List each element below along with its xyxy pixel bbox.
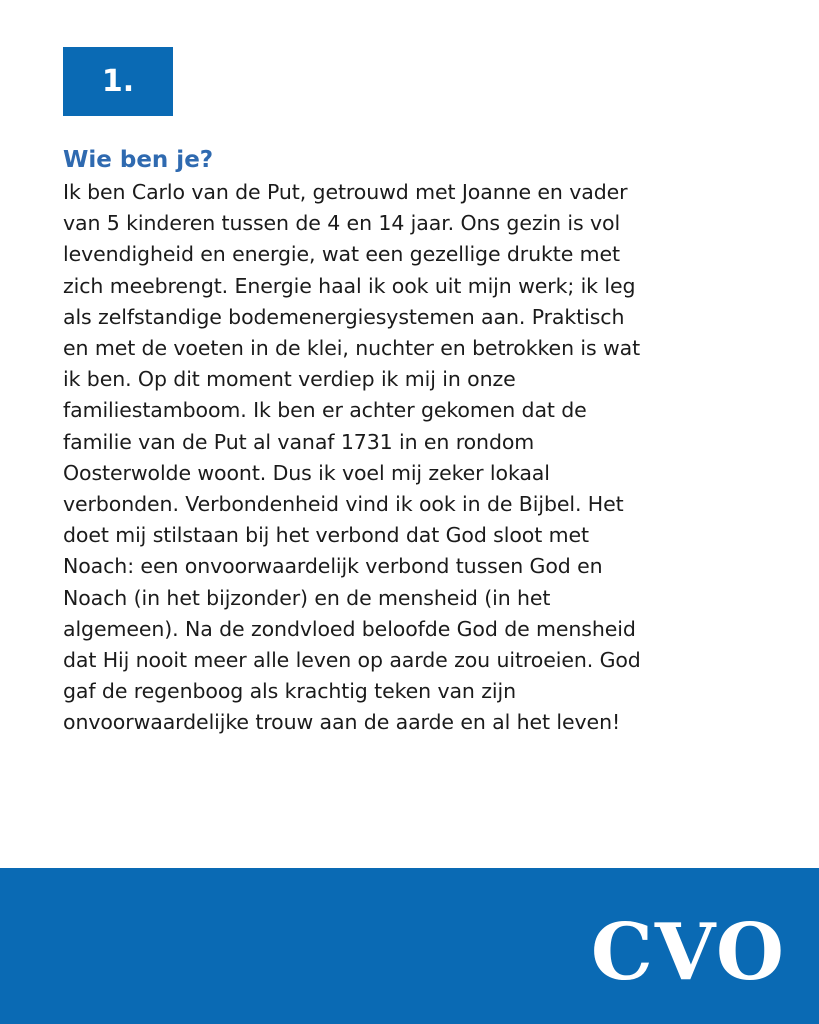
body-line: Ik ben Carlo van de Put, getrouwd met Joanne en vader — [63, 180, 628, 204]
body-line: levendigheid en energie, wat een gezellige drukte met — [63, 242, 620, 267]
cvo-logo: CVO — [590, 907, 786, 998]
profile-section — [63, 141, 763, 739]
body-line: ik ben. Op dit moment verdiep ik mij in onze — [63, 367, 516, 392]
body-line: verbonden. Verbondenheid vind ik ook in de Bijbel. Het — [63, 492, 624, 517]
body-line: Noach: een onvoorwaardelijk verbond tussen God en — [63, 554, 603, 579]
body-line: familie van de Put al vanaf 1731 in en rondom — [63, 429, 535, 454]
section-body — [63, 177, 763, 739]
badge-number: 1. — [101, 64, 135, 99]
body-line: als zelfstandige bodemenergiesystemen aan. Praktisch — [63, 304, 625, 329]
number-badge — [63, 47, 173, 116]
body-line: algemeen). Na de zondvloed beloofde God de mensheid — [63, 616, 636, 641]
body-line: van 5 kinderen tussen de 4 en 14 jaar. Ons gezin is vol — [63, 211, 621, 236]
body-line: en met de voeten in de klei, nuchter en betrokken is wat — [63, 336, 641, 361]
body-line: doet mij stilstaan bij het verbond dat God sloot met — [63, 523, 589, 548]
body-line: familiestamboom. Ik ben er achter gekomen dat de — [63, 398, 587, 423]
body-line: Oosterwolde woont. Dus ik voel mij zeker lokaal — [63, 460, 550, 485]
body-line: dat Hij nooit meer alle leven op aarde zou uitroeien. God — [63, 648, 641, 673]
body-line: onvoorwaardelijke trouw aan de aarde en al het leven! — [63, 710, 621, 735]
body-line: zich meebrengt. Energie haal ik ook uit mijn werk; ik leg — [63, 273, 636, 298]
body-line: Noach (in het bijzonder) en de mensheid (in het — [63, 585, 551, 610]
section-heading: Wie ben je? — [63, 147, 214, 173]
footer-band — [0, 868, 819, 1024]
body-line: gaf de regenboog als krachtig teken van zijn — [63, 679, 516, 704]
